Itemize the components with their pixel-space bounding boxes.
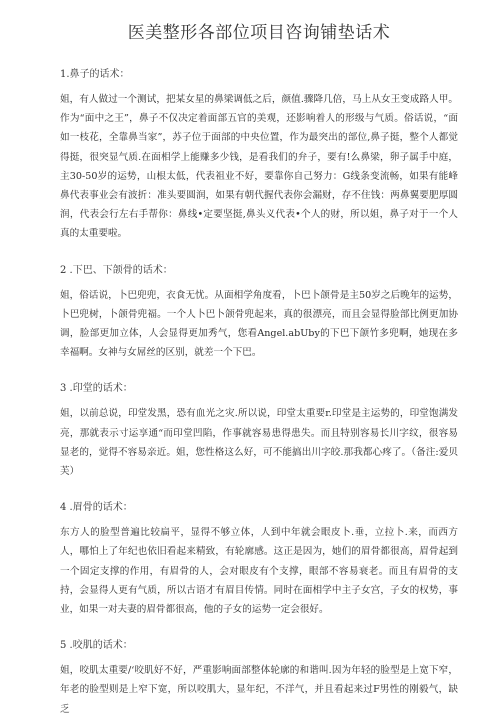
section-gap (60, 619, 458, 639)
section-body: 东方人的脸型普遍比较扁平，显得不够立体，人到中年就会眼皮卜.垂，立拉卜.来，而西方人，哪怕上了年纪也依旧看起来精致，有轮廓感。这正是因为，她们的眉骨都很高，眉骨起到一个固定支撑的作用，有眉骨的人，会对眼皮有个支撑，眼部不容易衰老。而且有眉骨的支持，会显得人更有气质，所以古语才有眉目传情。同时在面相学中主子女宫，子女的权势，事业，如果一对夫妻的眉骨都很高，他的子女的运势一定会很好。 (60, 527, 458, 616)
section-nose (60, 68, 458, 244)
section-body: 姐，以前总说，印堂发黑，恐有血光之灾.所以说，印堂太重要r.印堂是主运势的，印堂饱满发亮，那就表示寸运享通“而印堂凹陷，作事就容易患得患失。而且特别容易长川字纹，很容易显老的，觉得不容易亲近。姐，您性格这么好，可不能搞出川字皎.那我都心疼了。（备注:爱贝芙） (60, 408, 458, 478)
section-gap (60, 362, 458, 382)
section-heading: 1.鼻子的话术： (60, 69, 130, 80)
page-title: 医美整形各部位项目咨询铺垫话术 (127, 23, 391, 43)
section-heading: 5 .咬肌的话术： (60, 640, 133, 652)
section-gap (60, 244, 458, 264)
section-body: 姐，有人做过一个测试，把某女星的鼻梁调低之后，颜值.骤降几倍，马上从女王变成路人甲。作为“面中之王”，鼻子不仅决定着面部五官的美观，还影响着人的形级与气质。俗话说，“面如一枝花，全靠鼻当家”，苏子位于面部的中央位置，作为最突出的部位,鼻子挺，整个人都觉得挺，很突显气质.在面相学上能赚多少钱，是看我们的弁子，要有!么鼻梁，卵子属手中庭，主30-50岁的运势，山根太低，代表祖业不好，要靠你自己努力：G线条变流畅，如果有能峰鼻代表事业会有波折：准头要圆润，如果有朝代握代表你会漏财，存不住钱：两鼻翼要肥厚圆润，代表会行左右手帮你：鼻线•定要坚挺,鼻头义代表•个人的财，所以姐，鼻子对于一个人真的太重要啦。 (60, 94, 458, 240)
section-gap (60, 481, 458, 501)
section-heading: 3 .印堂的话术： (60, 383, 133, 395)
section-brow-bone (60, 501, 458, 619)
section-body: 姐，俗话说，卜巴兜兜，衣食无忧。从面相学角度看，卜巴卜颌骨是主50岁之后晚年的运势，卜巴兜树，卜颌骨兜福。一个人卜巴卜颌骨兜起来，真的很漂亮，而且会显得脸部比例更加协调，脸部更加立体，人会显得更加秀气，您看Angel.abUby的下巴下颌竹多兜啊，她现在多幸福啊。女神与女屌丝的区别，就差一个下巴。 (60, 289, 458, 359)
section-heading: 4 .眉骨的话术： (60, 502, 133, 514)
section-heading: 2 .下巴、下颌骨的话术： (60, 264, 173, 276)
section-yintang (60, 382, 458, 481)
section-chin (60, 264, 458, 363)
section-body: 姐，咬肌太重要/‘咬肌好不好，严重影响面部整体轮廓的和谐叫.因为年轻的脸型是上宽下窄，年老的脸型则是上窄下宽，所以咬肌大，显年纪，不洋气，并且看起来过F男性的刚毅气，缺乏 (60, 665, 458, 715)
